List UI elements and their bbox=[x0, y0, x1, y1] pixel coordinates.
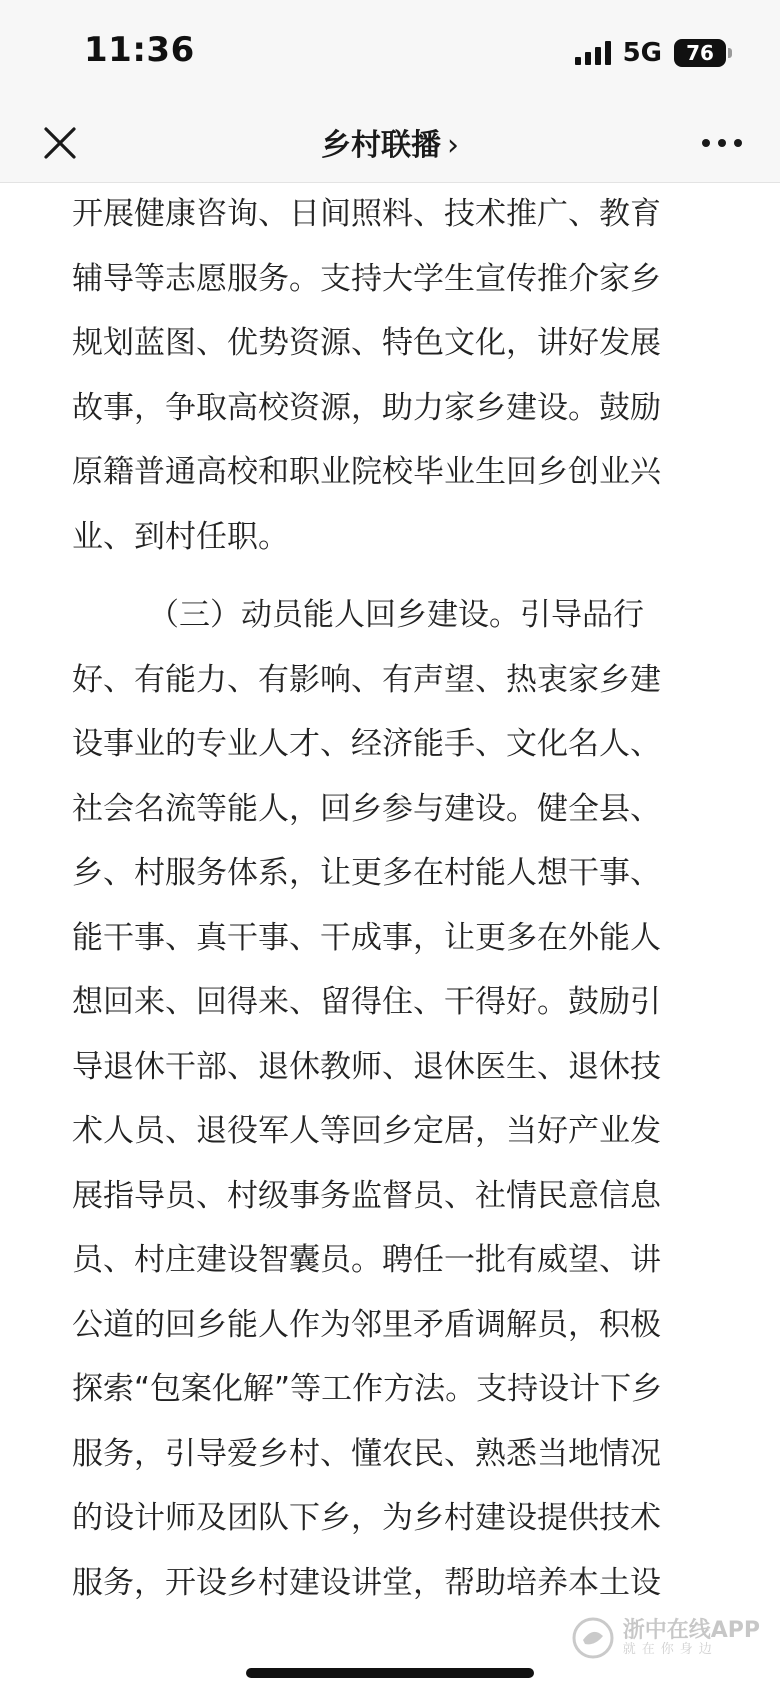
status-bar bbox=[0, 0, 780, 104]
more-button[interactable] bbox=[700, 130, 744, 156]
watermark-name: 浙中在线APP bbox=[622, 1617, 760, 1643]
account-title-link[interactable] bbox=[0, 120, 780, 164]
page-title: 乡村联播 bbox=[321, 128, 441, 163]
chevron-right-icon: › bbox=[447, 128, 459, 163]
status-indicators bbox=[575, 36, 726, 70]
article-paragraph: （三）动员能人回乡建设。引导品行好、有能力、有影响、有声望、热衷家乡建设事业的专业人才、经济能手、文化名人、社会名流等能人，回乡参与建设。健全县、乡、村服务体系，让更多在村能人想干事、能干事、真干事、干成事，让更多在外能人想回来、回得来、留得住、干得好。鼓励引导退休干部、退休教师、退休医生、退休技术人员、退役军人等回乡定居，当好产业发展指导员、村级事务监督员、社情民意信息员、村庄建设智囊员。聘任一批有威望、讲公道的回乡能人作为邻里矛盾调解员，积极探索“包案化解”等工作方法。支持设计下乡服务，引导爱乡村、懂农民、熟悉当地情况的设计师及团队下乡，为乡村建设提供技术服务，开设乡村建设讲堂，帮助培养本土设 bbox=[72, 597, 663, 1601]
battery-icon bbox=[674, 39, 726, 67]
app-logo-icon bbox=[571, 1616, 615, 1660]
article-body[interactable] bbox=[72, 182, 686, 1615]
battery-level: 76 bbox=[686, 41, 714, 65]
status-time: 11:36 bbox=[84, 30, 195, 70]
article-paragraph: 开展健康咨询、日间照料、技术推广、教育辅导等志愿服务。支持大学生宣传推介家乡规划蓝图、优势资源、特色文化，讲好发展故事，争取高校资源，助力家乡建设。鼓励原籍普通高校和职业院校毕业生回乡创业兴业、到村任职。 bbox=[72, 196, 661, 555]
nav-bar bbox=[0, 104, 780, 183]
network-type: 5G bbox=[622, 38, 662, 68]
watermark-slogan: 就在你身边 bbox=[622, 1641, 718, 1657]
app-watermark bbox=[571, 1616, 760, 1660]
home-indicator[interactable] bbox=[246, 1668, 534, 1678]
more-icon bbox=[700, 130, 744, 156]
signal-icon bbox=[575, 41, 611, 65]
